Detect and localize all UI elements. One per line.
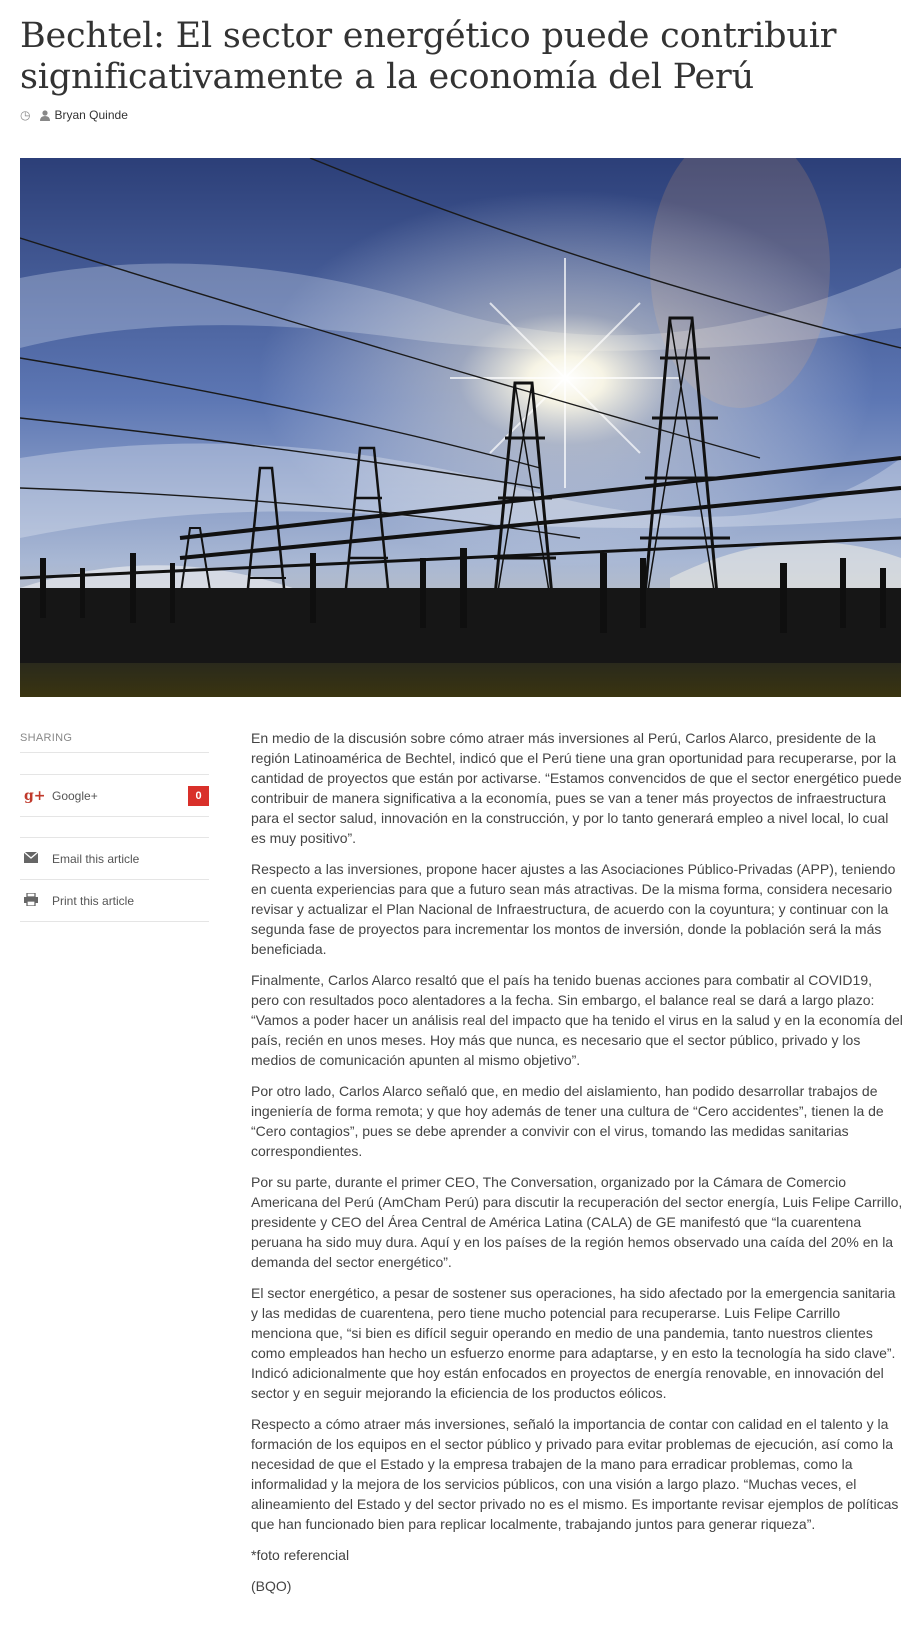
print-article-label: Print this article xyxy=(52,893,135,908)
author-name: Bryan Quinde xyxy=(54,108,128,122)
user-icon xyxy=(40,110,50,121)
clock-icon: ◷ xyxy=(20,108,31,122)
envelope-icon xyxy=(20,851,52,866)
article-paragraph: Finalmente, Carlos Alarco resaltó que el país ha tenido buenas acciones para combatir al COVID19, pero con resultados poco alentadores a la fecha. Sin embargo, el balance real se dará a largo plazo: “Vamos a poder hacer un análisis real del impacto que ha tenido el virus en la salud y en la economía del país, recién en unos meses. Hoy más que nunca, es necesario que el sector público, privado y los medios de comunicación apunten al mismo objetivo”. xyxy=(251,972,903,1068)
google-plus-icon: g+ xyxy=(24,787,46,804)
sharing-sidebar xyxy=(20,732,209,922)
sidebar-divider xyxy=(20,817,209,838)
photo-credit-note: *foto referencial xyxy=(251,1547,350,1563)
article-paragraph: El sector energético, a pesar de sostener sus operaciones, ha sido afectado por la emergencia sanitaria y las medidas de cuarentena, pero tiene mucho potencial para recuperarse. Luis Felipe Carrillo menciona que, “si bien es difícil seguir operando en medio de una pandemia, tanto nuestros clientes como empleados han hecho un esfuerzo enorme para adaptarse, y en esto la tecnología ha sido clave”. Indicó adicionalmente que hoy están enfocados en proyectos de energía renovable, en innovación del sector y en seguir mejorando la eficiencia de los productos eólicos. xyxy=(251,1285,896,1401)
google-plus-count: 0 xyxy=(188,786,209,806)
author-initials: (BQO) xyxy=(251,1578,292,1594)
email-article-link[interactable] xyxy=(20,838,209,880)
printer-icon xyxy=(20,893,52,909)
email-article-label: Email this article xyxy=(52,851,140,866)
article-paragraph: Por otro lado, Carlos Alarco señaló que, en medio del aislamiento, han podido desarrollar trabajos de ingeniería de forma remota; y que hoy además de tener una cultura de “Cero accidentes”, tienen la de “Cero contagios”, pues se debe aprender a convivir con el virus, tomando las medidas sanitarias correspondientes. xyxy=(251,1083,884,1159)
hero-image xyxy=(20,158,901,697)
article-paragraph: Por su parte, durante el primer CEO, The Conversation, organizado por la Cámara de Comercio Americana del Perú (AmCham Perú) para discutir la recuperación del sector energía, Luis Felipe Carrillo, presidente y CEO del Área Central de América Latina (CALA) de GE manifestó que “la cuarentena peruana ha sido muy dura. Aquí y en los países de la región hemos observado una caída del 20% en la demanda del sector energético”. xyxy=(251,1174,903,1270)
author-byline[interactable] xyxy=(40,108,127,122)
article-paragraph: Respecto a cómo atraer más inversiones, señaló la importancia de contar con calidad en el talento y la formación de los equipos en el sector público y privado para evitar problemas de ejecución, así como la necesidad de que el Estado y la empresa trabajen de la mano para erradicar problemas, como la informalidad y la mejora de los servicios públicos, con una visión a largo plazo. “Muchas veces, el alineamiento del Estado y del sector privado no es el mismo. Es importante revisar ejemplos de políticas que han funcionado bien para replicar localmente, trabajando juntos para generar riqueza”. xyxy=(251,1416,899,1532)
print-article-link[interactable] xyxy=(20,880,209,922)
article-title: Bechtel: El sector energético puede contribuir significativamente a la economía del Perú xyxy=(20,16,837,97)
article-meta xyxy=(20,108,128,122)
sharing-label: SHARING xyxy=(20,732,209,753)
google-plus-share-button[interactable] xyxy=(20,775,209,817)
article-paragraph: En medio de la discusión sobre cómo atraer más inversiones al Perú, Carlos Alarco, presidente de la región Latinoamérica de Bechtel, indicó que el Perú tiene una gran oportunidad para recuperarse, por la cantidad de proyectos que están por activarse. “Estamos convencidos de que el sector energético puede contribuir de manera significativa a la economía, pues se van a tener más proyectos de infraestructura para el sector salud, innovación en la construcción, y por lo tanto generará empleo a nivel local, lo cual es muy positivo”. xyxy=(251,730,902,846)
article-body xyxy=(251,728,903,1607)
sharing-blank-row xyxy=(20,753,209,775)
article-paragraph: Respecto a las inversiones, propone hacer ajustes a las Asociaciones Público-Privadas (APP), teniendo en cuenta experiencias para que a futuro sean más atractivas. De la misma forma, considera necesario revisar y actualizar el Plan Nacional de Infraestructura, de acuerdo con la coyuntura; y continuar con la segunda fase de proyectos para incrementar los montos de inversión, donde la población será la más beneficiada. xyxy=(251,861,896,957)
google-plus-label: Google+ xyxy=(52,788,98,803)
power-towers-photo xyxy=(20,158,901,697)
